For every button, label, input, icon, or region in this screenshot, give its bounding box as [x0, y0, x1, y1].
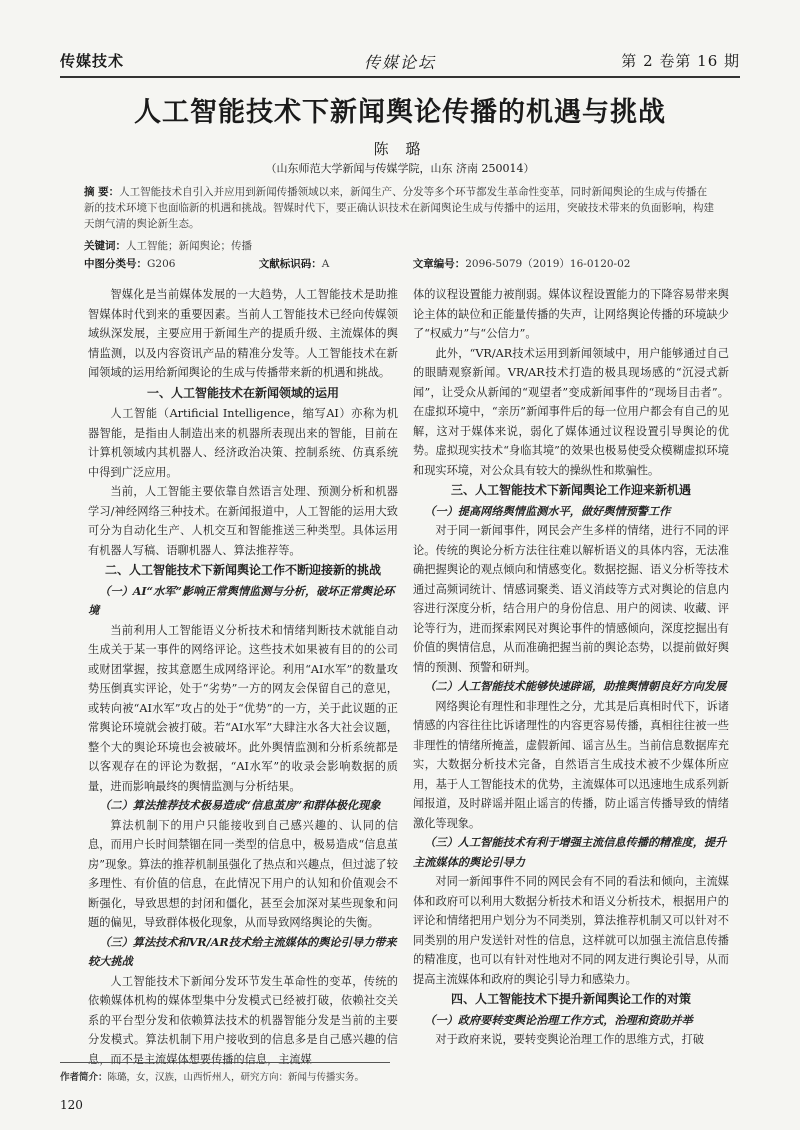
paragraph: 当前，人工智能主要依靠自然语言处理、预测分析和机器学习/神经网络三种技术。在新闻报道中，人工智能的运用大致可分为自动化生产、人机交互和智能推送三种类型。具体运用有机器人写稿、语聊机器人、算法推荐等。	[88, 485, 398, 557]
keywords-label: 关键词：	[84, 240, 126, 252]
paragraph: 智媒化是当前媒体发展的一大趋势，人工智能技术是助推智媒体时代到来的重要因素。当前人工智能技术已经向传媒领域纵深发展，主要应用于新闻生产的提质升级、主流媒体的舆情监测，以及内容资讯产品的精准分发等。人工智能技术在新闻领域的运用给新闻舆论的生成与传播带来新的机遇和挑战。	[88, 288, 398, 379]
subsection-heading: （三）算法技术和VR/AR技术给主流媒体的舆论引导力带来较大挑战	[88, 934, 397, 968]
paragraph: 体的议程设置能力被削弱。媒体议程设置能力的下降容易带来舆论主体的缺位和正能量传播的失声，让网络舆论传播的环境缺少了“权威力”与“公信力”。	[413, 288, 729, 340]
author-name: 陈 璐	[373, 140, 427, 158]
clc-code: 中图分类号：G206	[84, 258, 176, 270]
article-id: 文章编号：2096-5079（2019）16-0120-02	[412, 258, 631, 270]
forum-logo-text: 传媒论坛	[363, 53, 436, 72]
section-heading: 二、人工智能技术下新闻舆论工作不断迎接新的挑战	[104, 563, 381, 577]
doc-code: 文献标识码：A	[258, 258, 330, 270]
section-heading: 一、人工智能技术在新闻领域的运用	[146, 385, 339, 400]
issue-number: 第 2 卷第 16 期	[621, 52, 740, 70]
paragraph: 当前利用人工智能语义分析技术和情绪判断技术就能自动生成关于某一事件的网络评论。这些技术如果被有目的的公司或财团掌握，按其意愿生成网络评论。利用“AI水军”的数量攻势压倒真实评论，处于“劣势”一方的网友会保留自己的意见，或转向被“AI水军”攻占的处于“优势”的一方，关于此议题的正常舆论环境就会被打破。若“AI水军”大肆注水各大社会议题，整个大的舆论环境也会被破坏。此外舆情监测和分析系统都是以客观存在的评论为数据，“AI水军”的收录会影响数据的质量，进而影响最终的舆情监测与分析结果。	[88, 623, 398, 793]
paragraph: 算法机制下的用户只能接收到自己感兴趣的、认同的信息，而用户长时间禁锢在同一类型的信息中，极易造成“信息茧房”现象。算法的推荐机制虽强化了热点和兴趣点，但过滤了较多理性、有价值的信息，在此情况下用户的认知和价值观会不断强化，导致思想的封闭和僵化，甚至会加深对某些现象和问题的偏见，导致群体极化现象，从而导致网络舆论的失衡。	[88, 818, 398, 929]
subsection-heading: （二）算法推荐技术极易造成“信息茧房”和群体极化现象	[99, 798, 381, 812]
classification-line	[84, 256, 716, 271]
section-heading: 三、人工智能技术下新闻舆论工作迎来新机遇	[450, 483, 691, 497]
author-affiliation: （山东师范大学新闻与传媒学院，山东 济南 250014）	[265, 162, 535, 175]
subsection-heading: （一）政府要转变舆论治理工作方式，治理和资助并举	[424, 1012, 693, 1027]
paragraph: 网络舆论有理性和非理性之分，尤其是后真相时代下，诉诸情感的内容往往比诉诸理性的内容更容易传播，真相往往被一些非理性的情绪所掩盖，虚假新闻、谣言丛生。当前信息数据库充实，大数据分析技术完备，自然语言生成技术被不少媒体所应用，基于人工智能技术的优势，主流媒体可以迅速地生成系列新闻报道，及时辟谣并阻止谣言的传播，防止谣言传播导致的情绪激化等现象。	[413, 699, 729, 830]
keywords	[84, 238, 716, 253]
section-heading: 四、人工智能技术下提升新闻舆论工作的对策	[450, 992, 691, 1006]
author-footnote	[60, 1062, 390, 1083]
subsection-heading: （二）人工智能技术能够快速辟谣，助推舆情朝良好方向发展	[424, 679, 727, 693]
paragraph: 人工智能（Artificial Intelligence，缩写AI）亦称为机器智能，是指由人制造出来的机器所表现出来的智能，目前在计算机领域内其机器人、经济政治决策、控制系统、仿真系统中得到广泛应用。	[88, 407, 398, 479]
abstract-text: 人工智能技术自引入并应用到新闻传播领域以来，新闻生产、分发等多个环节都发生革命性变革，同时新闻舆论的生成与传播在新的技术环境下也面临新的机遇和挑战。智媒时代下，要正确认识技术在新闻舆论生成与传播中的运用，突破技术带来的负面影响，构建天朗气清的舆论新生态。	[84, 186, 714, 230]
running-header	[60, 48, 740, 78]
paragraph: 对于同一新闻事件，网民会产生多样的情绪，进行不同的评论。传统的舆论分析方法往往难以解析语义的具体内容，无法准确把握舆论的观点倾向和情感变化。数据挖掘、语义分析等技术通过高频词统计、情感词聚类、语义消歧等方式对舆论的信息内容进行深度分析，结合用户的身份信息、用户的阅读、收藏、评论等行为，进而探索网民对舆论事件的情感倾向，深度挖掘出有价值的舆情信息，从而准确把握当前的舆论态势，以提前做好舆情的预测、预警和研判。	[413, 524, 729, 674]
abstract-label: 摘 要：	[84, 186, 120, 198]
abstract	[84, 184, 716, 232]
paragraph: 对于政府来说，要转变舆论治理工作的思维方式，打破	[435, 1033, 704, 1046]
paragraph: 对同一新闻事件不同的网民会有不同的看法和倾向，主流媒体和政府可以利用大数据分析技术和语义分析技术，根据用户的评论和情绪把用户划分为不同类别，算法推荐机制又可以针对不同类别的用户发送针对性的信息，这样就可以加强主流信息传播的精准度，也可以有针对性地对不同的网友进行舆论引导，从而提高主流媒体和政府的舆论引导力和感染力。	[413, 875, 729, 986]
subsection-heading: （三）人工智能技术有利于增强主流信息传播的精准度，提升主流媒体的舆论引导力	[413, 835, 727, 869]
footnote-text: 陈璐，女，汉族，山西忻州人，研究方向：新闻与传播实务。	[107, 1072, 365, 1083]
right-column	[413, 285, 729, 1050]
journal-name: 传媒技术	[60, 52, 125, 70]
footnote-label: 作者简介：	[60, 1072, 108, 1083]
paragraph: 此外，“VR/AR技术运用到新闻领域中，用户能够通过自己的眼睛观察新闻。VR/AR技术打造的极具现场感的“沉浸式新闻”，让受众从新闻的“观望者”变成新闻事件的“现场目击者”。在虚拟环境中，“亲历”新闻事件后的每一位用户都会有自己的见解，这对于媒体来说，弱化了媒体通过议程设置引导舆论的优势。虚拟现实技术“身临其境”的效果也极易使受众模糊虚拟环境和现实环境，对公众具有较大的操纵性和欺骗性。	[413, 346, 729, 477]
left-column	[88, 285, 398, 1069]
subsection-heading: （一）提高网络舆情监测水平，做好舆情预警工作	[424, 503, 671, 518]
keywords-text: 人工智能；新闻舆论；传播	[126, 240, 252, 252]
page-number: 120	[60, 1098, 83, 1112]
article-title: 人工智能技术下新闻舆论传播的机遇与挑战	[134, 97, 666, 128]
subsection-heading: （一）AI“水军”影响正常舆情监测与分析，破坏正常舆论环境	[88, 583, 395, 617]
paragraph: 人工智能技术下新闻分发环节发生革命性的变革，传统的依赖媒体机构的媒体型集中分发模式已经被打破，依赖社交关系的平台型分发和依赖算法技术的机器智能分发是当前的主要分发模式。算法机制下用户接收到的信息多是自己感兴趣的信息，而不是主流媒体想要传播的信息，主流媒	[88, 974, 398, 1066]
